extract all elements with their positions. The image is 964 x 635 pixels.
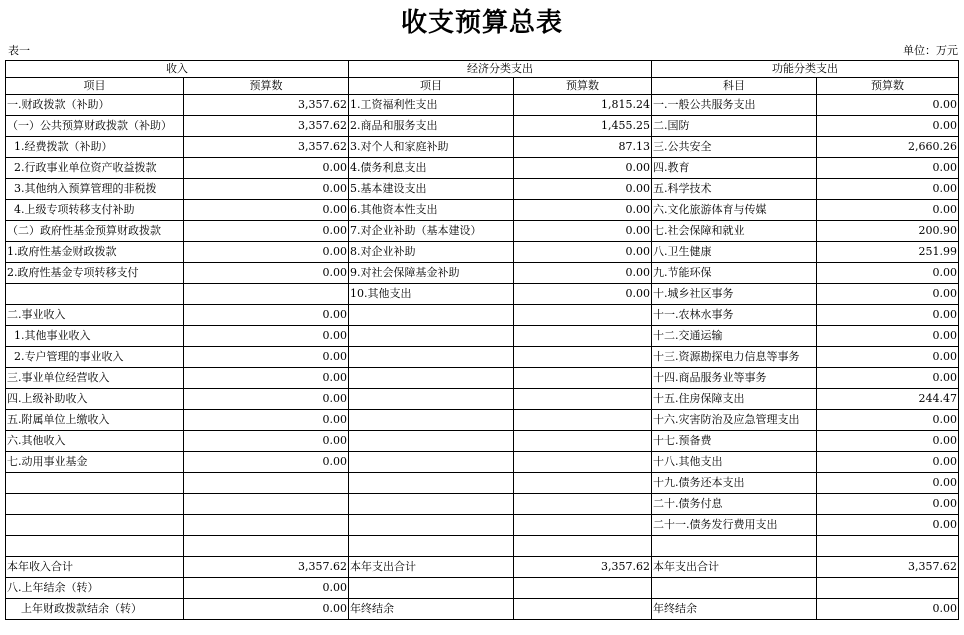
functional-amount-cell: 251.99 — [817, 242, 959, 263]
income-item-cell: 上年财政拨款结余（转） — [6, 599, 184, 620]
economic-amount-cell — [514, 473, 652, 494]
income-amount-cell — [184, 473, 349, 494]
economic-item-cell: 10.其他支出 — [349, 284, 514, 305]
table-row — [6, 263, 959, 284]
income-amount-cell: 0.00 — [184, 452, 349, 473]
economic-item-cell — [349, 389, 514, 410]
economic-amount-cell: 1,815.24 — [514, 95, 652, 116]
economic-amount-cell — [514, 305, 652, 326]
economic-amount-cell — [514, 494, 652, 515]
table-row — [6, 95, 959, 116]
income-item-cell: 本年收入合计 — [6, 557, 184, 578]
income-item-cell — [6, 515, 184, 536]
economic-amount-cell — [514, 599, 652, 620]
income-item-cell: 1.经费拨款（补助） — [6, 137, 184, 158]
functional-subject-cell: 七.社会保障和就业 — [652, 221, 817, 242]
functional-amount-cell — [817, 578, 959, 599]
functional-amount-cell: 0.00 — [817, 179, 959, 200]
economic-amount-cell — [514, 452, 652, 473]
functional-subject-cell: 九.节能环保 — [652, 263, 817, 284]
functional-amount-cell: 0.00 — [817, 305, 959, 326]
income-amount-cell: 0.00 — [184, 200, 349, 221]
income-amount-cell — [184, 284, 349, 305]
functional-subject-cell — [652, 578, 817, 599]
functional-amount-cell: 0.00 — [817, 95, 959, 116]
economic-item-cell: 1.工资福利性支出 — [349, 95, 514, 116]
table-row — [6, 515, 959, 536]
economic-amount-cell — [514, 536, 652, 557]
table-row — [6, 410, 959, 431]
table-row — [6, 221, 959, 242]
economic-item-cell — [349, 515, 514, 536]
budget-table — [5, 60, 959, 620]
functional-subject-cell: 年终结余 — [652, 599, 817, 620]
functional-amount-cell: 244.47 — [817, 389, 959, 410]
economic-item-cell — [349, 368, 514, 389]
table-row — [6, 368, 959, 389]
functional-subject-cell: 十七.预备费 — [652, 431, 817, 452]
economic-amount-cell: 0.00 — [514, 179, 652, 200]
header-item: 项目 — [6, 78, 184, 95]
income-amount-cell: 0.00 — [184, 431, 349, 452]
table-row — [6, 158, 959, 179]
economic-amount-cell: 1,455.25 — [514, 116, 652, 137]
economic-item-cell: 本年支出合计 — [349, 557, 514, 578]
functional-subject-cell: 三.公共安全 — [652, 137, 817, 158]
economic-amount-cell: 3,357.62 — [514, 557, 652, 578]
table-row — [6, 200, 959, 221]
functional-subject-cell: 十五.住房保障支出 — [652, 389, 817, 410]
group-economic: 经济分类支出 — [349, 61, 652, 78]
economic-amount-cell — [514, 368, 652, 389]
functional-subject-cell: 十九.债务还本支出 — [652, 473, 817, 494]
income-amount-cell: 0.00 — [184, 179, 349, 200]
functional-amount-cell: 0.00 — [817, 158, 959, 179]
table-row — [6, 305, 959, 326]
functional-subject-cell: 十一.农林水事务 — [652, 305, 817, 326]
table-row — [6, 452, 959, 473]
header-amount: 预算数 — [514, 78, 652, 95]
header-item: 项目 — [349, 78, 514, 95]
income-item-cell: 一.财政拨款（补助） — [6, 95, 184, 116]
table-row — [6, 473, 959, 494]
functional-subject-cell: 十三.资源勘探电力信息等事务 — [652, 347, 817, 368]
income-amount-cell — [184, 494, 349, 515]
income-item-cell: 七.动用事业基金 — [6, 452, 184, 473]
economic-item-cell — [349, 326, 514, 347]
economic-item-cell: 9.对社会保障基金补助 — [349, 263, 514, 284]
functional-amount-cell: 0.00 — [817, 326, 959, 347]
functional-amount-cell: 0.00 — [817, 515, 959, 536]
functional-amount-cell: 0.00 — [817, 284, 959, 305]
income-item-cell: 1.其他事业收入 — [6, 326, 184, 347]
functional-subject-cell: 十四.商品服务业等事务 — [652, 368, 817, 389]
functional-amount-cell: 2,660.26 — [817, 137, 959, 158]
income-amount-cell: 3,357.62 — [184, 137, 349, 158]
income-amount-cell: 0.00 — [184, 158, 349, 179]
income-amount-cell — [184, 536, 349, 557]
functional-subject-cell: 一.一般公共服务支出 — [652, 95, 817, 116]
income-item-cell: （一）公共预算财政拨款（补助） — [6, 116, 184, 137]
income-item-cell: 2.专户管理的事业收入 — [6, 347, 184, 368]
table-row — [6, 536, 959, 557]
functional-subject-cell — [652, 536, 817, 557]
economic-amount-cell: 0.00 — [514, 242, 652, 263]
group-income: 收入 — [6, 61, 349, 78]
functional-amount-cell: 0.00 — [817, 431, 959, 452]
functional-amount-cell: 0.00 — [817, 599, 959, 620]
economic-amount-cell — [514, 410, 652, 431]
page-title: 收支预算总表 — [400, 8, 563, 38]
income-amount-cell: 0.00 — [184, 326, 349, 347]
economic-item-cell: 3.对个人和家庭补助 — [349, 137, 514, 158]
income-amount-cell: 0.00 — [184, 410, 349, 431]
economic-item-cell — [349, 494, 514, 515]
functional-subject-cell: 十六.灾害防治及应急管理支出 — [652, 410, 817, 431]
functional-amount-cell: 3,357.62 — [817, 557, 959, 578]
unit-label: 单位：万元 — [903, 44, 958, 57]
functional-subject-cell: 本年支出合计 — [652, 557, 817, 578]
income-item-cell: 二.事业收入 — [6, 305, 184, 326]
income-amount-cell: 0.00 — [184, 305, 349, 326]
income-item-cell — [6, 284, 184, 305]
income-item-cell — [6, 473, 184, 494]
economic-item-cell — [349, 410, 514, 431]
functional-amount-cell: 0.00 — [817, 263, 959, 284]
economic-item-cell: 年终结余 — [349, 599, 514, 620]
table-row — [6, 326, 959, 347]
income-item-cell: 2.行政事业单位资产收益拨款 — [6, 158, 184, 179]
group-functional: 功能分类支出 — [652, 61, 959, 78]
income-amount-cell: 3,357.62 — [184, 116, 349, 137]
economic-amount-cell — [514, 326, 652, 347]
economic-amount-cell — [514, 578, 652, 599]
income-amount-cell: 0.00 — [184, 578, 349, 599]
column-header-row — [6, 78, 959, 95]
functional-amount-cell: 0.00 — [817, 452, 959, 473]
income-amount-cell: 0.00 — [184, 347, 349, 368]
functional-amount-cell: 0.00 — [817, 368, 959, 389]
income-item-cell: 1.政府性基金财政拨款 — [6, 242, 184, 263]
functional-amount-cell: 0.00 — [817, 347, 959, 368]
income-amount-cell: 3,357.62 — [184, 557, 349, 578]
economic-item-cell — [349, 578, 514, 599]
income-item-cell — [6, 536, 184, 557]
income-amount-cell — [184, 515, 349, 536]
economic-amount-cell: 0.00 — [514, 284, 652, 305]
table-row — [6, 137, 959, 158]
economic-amount-cell: 0.00 — [514, 200, 652, 221]
functional-subject-cell: 六.文化旅游体育与传媒 — [652, 200, 817, 221]
header-amount: 预算数 — [817, 78, 959, 95]
table-number: 表一 — [8, 44, 30, 57]
functional-subject-cell: 十八.其他支出 — [652, 452, 817, 473]
income-item-cell: 八.上年结余（转） — [6, 578, 184, 599]
income-amount-cell: 3,357.62 — [184, 95, 349, 116]
economic-amount-cell — [514, 347, 652, 368]
economic-item-cell — [349, 452, 514, 473]
header-amount: 预算数 — [184, 78, 349, 95]
income-item-cell: 四.上级补助收入 — [6, 389, 184, 410]
income-amount-cell: 0.00 — [184, 242, 349, 263]
economic-item-cell — [349, 347, 514, 368]
economic-item-cell: 2.商品和服务支出 — [349, 116, 514, 137]
economic-item-cell: 4.债务利息支出 — [349, 158, 514, 179]
economic-amount-cell: 87.13 — [514, 137, 652, 158]
economic-item-cell — [349, 536, 514, 557]
table-row — [6, 179, 959, 200]
income-item-cell: 三.事业单位经营收入 — [6, 368, 184, 389]
income-amount-cell: 0.00 — [184, 389, 349, 410]
income-amount-cell: 0.00 — [184, 263, 349, 284]
income-item-cell — [6, 494, 184, 515]
income-item-cell: 4.上级专项转移支付补助 — [6, 200, 184, 221]
economic-item-cell: 6.其他资本性支出 — [349, 200, 514, 221]
income-amount-cell: 0.00 — [184, 599, 349, 620]
functional-subject-cell: 二.国防 — [652, 116, 817, 137]
table-row — [6, 431, 959, 452]
functional-subject-cell: 四.教育 — [652, 158, 817, 179]
income-amount-cell: 0.00 — [184, 221, 349, 242]
group-header-row — [6, 61, 959, 78]
economic-item-cell — [349, 431, 514, 452]
functional-amount-cell — [817, 536, 959, 557]
functional-subject-cell: 五.科学技术 — [652, 179, 817, 200]
table-row — [6, 599, 959, 620]
economic-item-cell: 8.对企业补助 — [349, 242, 514, 263]
table-row — [6, 116, 959, 137]
economic-item-cell: 5.基本建设支出 — [349, 179, 514, 200]
economic-amount-cell — [514, 515, 652, 536]
functional-amount-cell: 0.00 — [817, 473, 959, 494]
income-item-cell: 2.政府性基金专项转移支付 — [6, 263, 184, 284]
table-row — [6, 284, 959, 305]
functional-amount-cell: 0.00 — [817, 410, 959, 431]
functional-subject-cell: 二十.债务付息 — [652, 494, 817, 515]
income-item-cell: 3.其他纳入预算管理的非税拨 — [6, 179, 184, 200]
table-row — [6, 578, 959, 599]
income-item-cell: 五.附属单位上缴收入 — [6, 410, 184, 431]
functional-amount-cell: 0.00 — [817, 494, 959, 515]
economic-amount-cell: 0.00 — [514, 263, 652, 284]
table-row — [6, 242, 959, 263]
income-item-cell: （二）政府性基金预算财政拨款 — [6, 221, 184, 242]
economic-item-cell — [349, 305, 514, 326]
economic-amount-cell — [514, 431, 652, 452]
economic-item-cell — [349, 473, 514, 494]
functional-amount-cell: 200.90 — [817, 221, 959, 242]
income-amount-cell: 0.00 — [184, 368, 349, 389]
functional-subject-cell: 八.卫生健康 — [652, 242, 817, 263]
functional-amount-cell: 0.00 — [817, 200, 959, 221]
functional-subject-cell: 十.城乡社区事务 — [652, 284, 817, 305]
economic-amount-cell: 0.00 — [514, 158, 652, 179]
table-row — [6, 557, 959, 578]
header-subject: 科目 — [652, 78, 817, 95]
table-row — [6, 347, 959, 368]
functional-subject-cell: 十二.交通运输 — [652, 326, 817, 347]
functional-subject-cell: 二十一.债务发行费用支出 — [652, 515, 817, 536]
table-row — [6, 389, 959, 410]
economic-amount-cell — [514, 389, 652, 410]
income-item-cell: 六.其他收入 — [6, 431, 184, 452]
table-row — [6, 494, 959, 515]
economic-item-cell: 7.对企业补助（基本建设） — [349, 221, 514, 242]
economic-amount-cell: 0.00 — [514, 221, 652, 242]
functional-amount-cell: 0.00 — [817, 116, 959, 137]
